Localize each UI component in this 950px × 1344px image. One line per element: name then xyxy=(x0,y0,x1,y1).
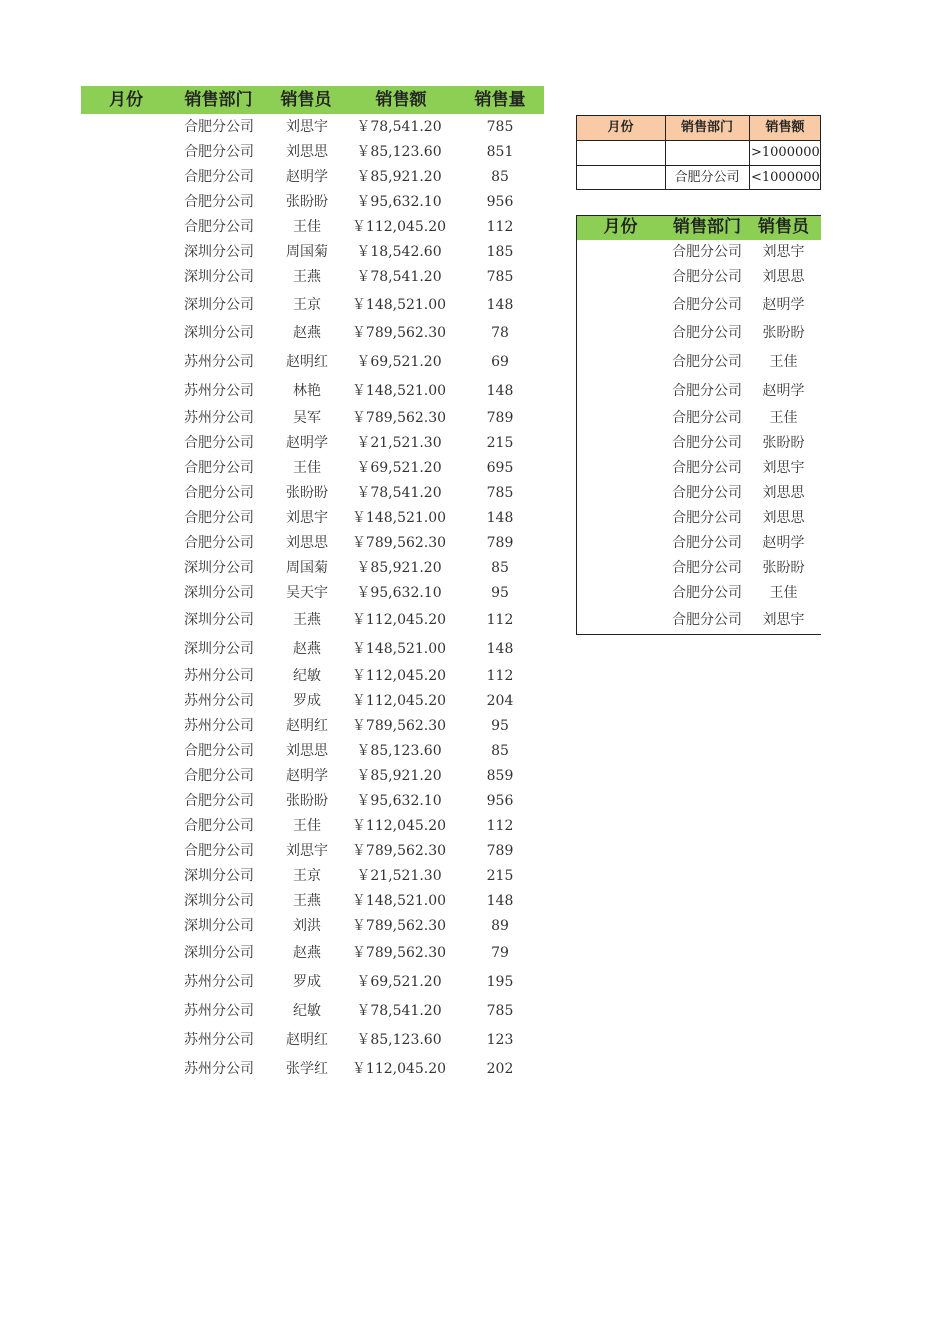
cell-salesperson[interactable]: 张盼盼 xyxy=(286,194,328,210)
result-cell-department[interactable]: 合肥分公司 xyxy=(672,612,742,628)
cell-sales-volume[interactable]: 851 xyxy=(486,144,514,160)
result-cell-salesperson[interactable]: 刘思思 xyxy=(762,269,805,285)
cell-salesperson[interactable]: 赵明学 xyxy=(286,435,328,451)
cell-salesperson[interactable]: 林艳 xyxy=(293,383,321,399)
cell-salesperson[interactable]: 赵明红 xyxy=(286,354,328,370)
result-cell-department[interactable]: 合肥分公司 xyxy=(672,585,742,601)
cell-salesperson[interactable]: 王燕 xyxy=(293,269,321,285)
cell-department[interactable]: 合肥分公司 xyxy=(184,144,254,160)
cell-sales-volume[interactable]: 148 xyxy=(486,893,514,909)
cell-salesperson[interactable]: 刘思思 xyxy=(286,743,328,759)
cell-sales-volume[interactable]: 95 xyxy=(491,585,509,601)
criteria-header-sales-amount: 销售额 xyxy=(765,120,805,135)
cell-department[interactable]: 合肥分公司 xyxy=(184,119,254,135)
cell-department[interactable]: 合肥分公司 xyxy=(184,435,254,451)
criteria-header-department: 销售部门 xyxy=(680,120,733,135)
cell-sales-amount[interactable]: ￥789,562.30 xyxy=(351,325,447,341)
cell-sales-amount[interactable]: ￥789,562.30 xyxy=(351,535,447,551)
cell-sales-volume[interactable]: 78 xyxy=(491,325,509,341)
cell-sales-amount[interactable]: ￥69,521.20 xyxy=(356,460,442,476)
cell-salesperson[interactable]: 王燕 xyxy=(293,893,321,909)
result-cell-salesperson[interactable]: 王佳 xyxy=(769,354,798,370)
cell-sales-amount[interactable]: ￥78,541.20 xyxy=(356,1003,442,1019)
cell-salesperson[interactable]: 刘思宇 xyxy=(286,119,328,135)
cell-salesperson[interactable]: 纪敏 xyxy=(293,1003,321,1019)
cell-department[interactable]: 合肥分公司 xyxy=(184,194,254,210)
cell-department[interactable]: 深圳分公司 xyxy=(184,269,254,285)
cell-sales-amount[interactable]: ￥789,562.30 xyxy=(351,843,447,859)
cell-sales-volume[interactable]: 785 xyxy=(486,485,514,501)
header-salesperson: 销售员 xyxy=(280,90,332,110)
cell-salesperson[interactable]: 刘思思 xyxy=(286,144,328,160)
cell-sales-amount[interactable]: ￥78,541.20 xyxy=(356,119,442,135)
cell-sales-volume[interactable]: 789 xyxy=(486,535,514,551)
cell-sales-amount[interactable]: ￥95,632.10 xyxy=(356,585,442,601)
cell-department[interactable]: 合肥分公司 xyxy=(184,219,254,235)
cell-department[interactable]: 合肥分公司 xyxy=(184,535,254,551)
result-cell-department[interactable]: 合肥分公司 xyxy=(672,325,742,341)
cell-sales-amount[interactable]: ￥112,045.20 xyxy=(351,693,447,709)
cell-department[interactable]: 苏州分公司 xyxy=(184,354,254,370)
cell-sales-amount[interactable]: ￥85,123.60 xyxy=(356,1032,442,1048)
cell-salesperson[interactable]: 张盼盼 xyxy=(286,793,328,809)
cell-sales-volume[interactable]: 785 xyxy=(486,119,514,135)
result-cell-salesperson[interactable]: 刘思思 xyxy=(762,510,805,526)
cell-sales-volume[interactable]: 148 xyxy=(486,510,514,526)
cell-salesperson[interactable]: 罗成 xyxy=(293,974,321,990)
criteria-header-month: 月份 xyxy=(607,120,634,135)
cell-department[interactable]: 合肥分公司 xyxy=(184,169,254,185)
cell-department[interactable]: 深圳分公司 xyxy=(184,560,254,576)
result-cell-department[interactable]: 合肥分公司 xyxy=(672,460,742,476)
cell-sales-amount[interactable]: ￥69,521.20 xyxy=(356,974,442,990)
cell-salesperson[interactable]: 刘洪 xyxy=(293,918,321,934)
cell-department[interactable]: 苏州分公司 xyxy=(184,383,254,399)
result-cell-department[interactable]: 合肥分公司 xyxy=(672,244,742,260)
cell-sales-volume[interactable]: 112 xyxy=(486,612,514,628)
cell-sales-amount[interactable]: ￥95,632.10 xyxy=(356,194,442,210)
cell-sales-amount[interactable]: ￥789,562.30 xyxy=(351,945,447,961)
cell-department[interactable]: 深圳分公司 xyxy=(184,641,254,657)
cell-sales-volume[interactable]: 785 xyxy=(486,269,514,285)
result-header-salesperson: 销售员 xyxy=(758,217,809,237)
cell-sales-amount[interactable]: ￥85,921.20 xyxy=(356,169,442,185)
cell-salesperson[interactable]: 王佳 xyxy=(293,460,321,476)
criteria-cell[interactable]: 合肥分公司 xyxy=(674,170,740,185)
result-cell-salesperson[interactable]: 张盼盼 xyxy=(762,325,805,341)
main-table-header xyxy=(81,86,544,114)
cell-sales-volume[interactable]: 123 xyxy=(486,1032,514,1048)
cell-salesperson[interactable]: 赵明红 xyxy=(286,1032,328,1048)
cell-sales-volume[interactable]: 148 xyxy=(486,297,514,313)
cell-salesperson[interactable]: 刘思宇 xyxy=(286,843,328,859)
cell-sales-volume[interactable]: 204 xyxy=(486,693,514,709)
cell-sales-amount[interactable]: ￥112,045.20 xyxy=(351,612,447,628)
cell-sales-volume[interactable]: 112 xyxy=(486,668,514,684)
result-cell-department[interactable]: 合肥分公司 xyxy=(672,383,742,399)
cell-department[interactable]: 合肥分公司 xyxy=(184,793,254,809)
cell-sales-amount[interactable]: ￥789,562.30 xyxy=(351,410,447,426)
result-header-department: 销售部门 xyxy=(673,217,741,237)
cell-salesperson[interactable]: 张学红 xyxy=(286,1061,328,1077)
result-cell-department[interactable]: 合肥分公司 xyxy=(672,560,742,576)
result-cell-department[interactable]: 合肥分公司 xyxy=(672,410,742,426)
cell-sales-amount[interactable]: ￥112,045.20 xyxy=(351,668,447,684)
cell-salesperson[interactable]: 王京 xyxy=(293,868,321,884)
result-cell-department[interactable]: 合肥分公司 xyxy=(672,485,742,501)
header-department: 销售部门 xyxy=(184,90,253,110)
result-cell-salesperson[interactable]: 赵明学 xyxy=(762,383,805,399)
cell-salesperson[interactable]: 张盼盼 xyxy=(286,485,328,501)
cell-sales-volume[interactable]: 859 xyxy=(486,768,514,784)
result-table xyxy=(576,215,821,635)
result-cell-salesperson[interactable]: 赵明学 xyxy=(762,535,805,551)
result-cell-salesperson[interactable]: 刘思宇 xyxy=(762,460,805,476)
cell-sales-amount[interactable]: ￥85,123.60 xyxy=(356,144,442,160)
cell-department[interactable]: 苏州分公司 xyxy=(184,410,254,426)
cell-department[interactable]: 深圳分公司 xyxy=(184,244,254,260)
criteria-table xyxy=(576,115,821,190)
header-month: 月份 xyxy=(109,90,143,110)
cell-salesperson[interactable]: 王佳 xyxy=(293,219,321,235)
cell-sales-volume[interactable]: 148 xyxy=(486,641,514,657)
cell-department[interactable]: 苏州分公司 xyxy=(184,1003,254,1019)
criteria-cell[interactable] xyxy=(665,140,749,165)
result-cell-salesperson[interactable]: 王佳 xyxy=(769,585,798,601)
cell-department[interactable]: 合肥分公司 xyxy=(184,485,254,501)
cell-salesperson[interactable]: 赵明学 xyxy=(286,768,328,784)
cell-department[interactable]: 苏州分公司 xyxy=(184,1061,254,1077)
result-cell-salesperson[interactable]: 刘思思 xyxy=(762,485,805,501)
cell-sales-volume[interactable]: 789 xyxy=(486,843,514,859)
cell-sales-amount[interactable]: ￥148,521.00 xyxy=(351,893,447,909)
header-sales-volume: 销售量 xyxy=(474,90,526,110)
cell-department[interactable]: 合肥分公司 xyxy=(184,510,254,526)
result-cell-salesperson[interactable]: 王佳 xyxy=(769,410,798,426)
cell-department[interactable]: 深圳分公司 xyxy=(184,918,254,934)
cell-sales-amount[interactable]: ￥112,045.20 xyxy=(351,1061,447,1077)
cell-department[interactable]: 苏州分公司 xyxy=(184,718,254,734)
cell-sales-amount[interactable]: ￥78,541.20 xyxy=(356,269,442,285)
cell-salesperson[interactable]: 赵明学 xyxy=(286,169,328,185)
cell-salesperson[interactable]: 吴天宇 xyxy=(286,585,328,601)
cell-department[interactable]: 苏州分公司 xyxy=(184,693,254,709)
cell-sales-volume[interactable]: 148 xyxy=(486,383,514,399)
cell-sales-volume[interactable]: 69 xyxy=(491,354,509,370)
cell-salesperson[interactable]: 纪敏 xyxy=(293,668,321,684)
cell-sales-volume[interactable]: 112 xyxy=(486,219,514,235)
result-cell-salesperson[interactable]: 刘思宇 xyxy=(762,612,805,628)
criteria-cell[interactable]: >1000000 xyxy=(751,145,820,160)
result-cell-department[interactable]: 合肥分公司 xyxy=(672,354,742,370)
cell-sales-volume[interactable]: 185 xyxy=(486,244,514,260)
cell-sales-amount[interactable]: ￥21,521.30 xyxy=(356,868,442,884)
cell-department[interactable]: 深圳分公司 xyxy=(184,945,254,961)
cell-department[interactable]: 深圳分公司 xyxy=(184,868,254,884)
cell-sales-volume[interactable]: 85 xyxy=(491,169,509,185)
cell-salesperson[interactable]: 赵燕 xyxy=(293,641,321,657)
cell-sales-amount[interactable]: ￥78,541.20 xyxy=(356,485,442,501)
criteria-cell[interactable] xyxy=(576,140,665,165)
cell-salesperson[interactable]: 周国菊 xyxy=(286,244,328,260)
result-cell-department[interactable]: 合肥分公司 xyxy=(672,510,742,526)
cell-sales-volume[interactable]: 202 xyxy=(486,1061,514,1077)
criteria-cell[interactable] xyxy=(576,165,665,190)
cell-sales-volume[interactable]: 89 xyxy=(491,918,509,934)
cell-sales-volume[interactable]: 215 xyxy=(486,435,514,451)
cell-sales-amount[interactable]: ￥148,521.00 xyxy=(351,641,447,657)
result-cell-salesperson[interactable]: 赵明学 xyxy=(762,297,805,313)
cell-department[interactable]: 深圳分公司 xyxy=(184,585,254,601)
cell-department[interactable]: 深圳分公司 xyxy=(184,893,254,909)
cell-department[interactable]: 深圳分公司 xyxy=(184,612,254,628)
cell-salesperson[interactable]: 王燕 xyxy=(293,612,321,628)
cell-salesperson[interactable]: 吴军 xyxy=(293,410,321,426)
cell-department[interactable]: 苏州分公司 xyxy=(184,1032,254,1048)
cell-department[interactable]: 深圳分公司 xyxy=(184,325,254,341)
cell-department[interactable]: 合肥分公司 xyxy=(184,460,254,476)
result-cell-salesperson[interactable]: 张盼盼 xyxy=(762,560,805,576)
cell-department[interactable]: 苏州分公司 xyxy=(184,668,254,684)
cell-salesperson[interactable]: 王京 xyxy=(293,297,321,313)
cell-sales-volume[interactable]: 215 xyxy=(486,868,514,884)
cell-salesperson[interactable]: 刘思宇 xyxy=(286,510,328,526)
cell-sales-amount[interactable]: ￥112,045.20 xyxy=(351,818,447,834)
cell-sales-amount[interactable]: ￥69,521.20 xyxy=(356,354,442,370)
cell-department[interactable]: 苏州分公司 xyxy=(184,974,254,990)
cell-sales-volume[interactable]: 79 xyxy=(491,945,509,961)
cell-sales-amount[interactable]: ￥148,521.00 xyxy=(351,510,447,526)
cell-sales-amount[interactable]: ￥148,521.00 xyxy=(351,383,447,399)
cell-sales-amount[interactable]: ￥85,921.20 xyxy=(356,768,442,784)
cell-department[interactable]: 合肥分公司 xyxy=(184,743,254,759)
cell-salesperson[interactable]: 周国菊 xyxy=(286,560,328,576)
cell-sales-amount[interactable]: ￥21,521.30 xyxy=(356,435,442,451)
cell-salesperson[interactable]: 赵燕 xyxy=(293,325,321,341)
cell-sales-volume[interactable]: 695 xyxy=(486,460,514,476)
cell-sales-amount[interactable]: ￥95,632.10 xyxy=(356,793,442,809)
cell-salesperson[interactable]: 王佳 xyxy=(293,818,321,834)
cell-sales-volume[interactable]: 112 xyxy=(486,818,514,834)
cell-sales-amount[interactable]: ￥789,562.30 xyxy=(351,718,447,734)
result-cell-department[interactable]: 合肥分公司 xyxy=(672,269,742,285)
criteria-cell[interactable]: <1000000 xyxy=(751,170,820,185)
cell-sales-volume[interactable]: 85 xyxy=(491,560,509,576)
result-cell-salesperson[interactable]: 刘思宇 xyxy=(762,244,805,260)
cell-sales-amount[interactable]: ￥148,521.00 xyxy=(351,297,447,313)
cell-sales-volume[interactable]: 95 xyxy=(491,718,509,734)
cell-department[interactable]: 合肥分公司 xyxy=(184,843,254,859)
cell-salesperson[interactable]: 赵燕 xyxy=(293,945,321,961)
cell-salesperson[interactable]: 罗成 xyxy=(293,693,321,709)
cell-sales-amount[interactable]: ￥112,045.20 xyxy=(351,219,447,235)
cell-department[interactable]: 合肥分公司 xyxy=(184,768,254,784)
cell-sales-amount[interactable]: ￥18,542.60 xyxy=(356,244,442,260)
cell-sales-amount[interactable]: ￥789,562.30 xyxy=(351,918,447,934)
result-header-month: 月份 xyxy=(603,217,638,237)
cell-department[interactable]: 深圳分公司 xyxy=(184,297,254,313)
cell-sales-volume[interactable]: 956 xyxy=(486,194,514,210)
cell-sales-amount[interactable]: ￥85,921.20 xyxy=(356,560,442,576)
result-cell-department[interactable]: 合肥分公司 xyxy=(672,297,742,313)
cell-sales-amount[interactable]: ￥85,123.60 xyxy=(356,743,442,759)
result-cell-department[interactable]: 合肥分公司 xyxy=(672,435,742,451)
cell-sales-volume[interactable]: 956 xyxy=(486,793,514,809)
cell-sales-volume[interactable]: 785 xyxy=(486,1003,514,1019)
result-cell-department[interactable]: 合肥分公司 xyxy=(672,535,742,551)
cell-sales-volume[interactable]: 85 xyxy=(491,743,509,759)
cell-sales-volume[interactable]: 789 xyxy=(486,410,514,426)
cell-sales-volume[interactable]: 195 xyxy=(486,974,514,990)
cell-salesperson[interactable]: 刘思思 xyxy=(286,535,328,551)
header-sales-amount: 销售额 xyxy=(375,90,427,110)
cell-salesperson[interactable]: 赵明红 xyxy=(286,718,328,734)
cell-department[interactable]: 合肥分公司 xyxy=(184,818,254,834)
result-cell-salesperson[interactable]: 张盼盼 xyxy=(762,435,805,451)
